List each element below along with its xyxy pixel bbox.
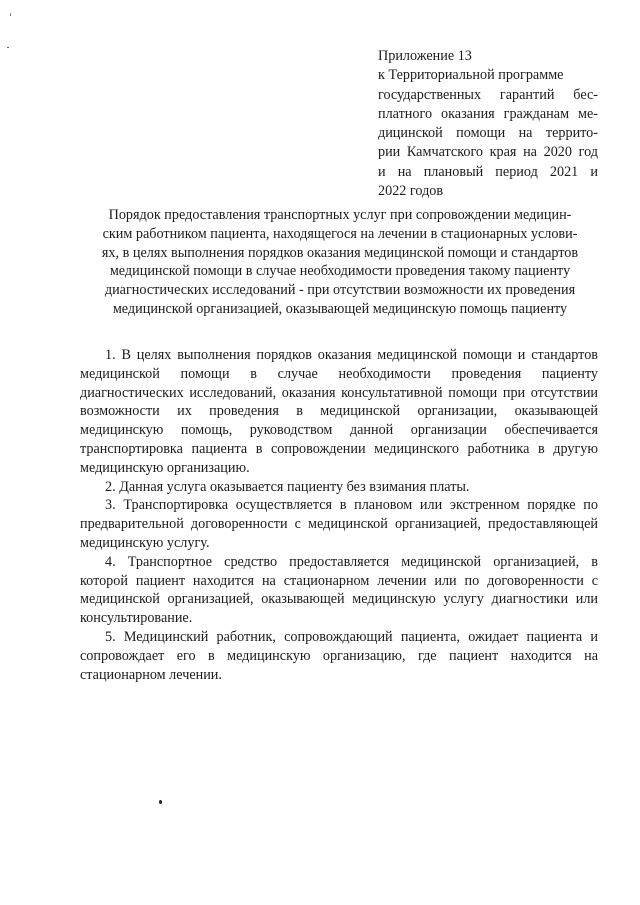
title-line: диагностических исследований - при отсутствии возможности их проведения <box>104 282 576 299</box>
document-title <box>60 206 620 319</box>
title-line: ях, в целях выполнения порядков оказания медицинской помощи и стандартов <box>101 244 579 261</box>
paragraph: 2. Данная услуга оказывается пациенту без взимания платы. <box>105 478 470 495</box>
appendix-header <box>378 47 598 201</box>
title-line: ским работником пациента, находящегося на лечении в стационарных услови- <box>102 225 578 242</box>
paragraph: 1. В целях выполнения порядков оказания медицинской помощи и стандартов медицинской помощи в случае необходимости проведения пациенту диагностических исследований, оказания консультативной помощи при отсутствии возможности их проведения в медицинской организации, оказывающей медицинскую помощь, руководством данной организации обеспечивается транспортировка пациента в сопровождении медицинского работника в другую медицинскую организацию. <box>80 347 598 476</box>
title-line: Порядок предоставления транспортных услуг при сопровождении медицин- <box>108 207 572 223</box>
scan-dot <box>159 800 162 804</box>
scan-speck <box>10 13 11 16</box>
scan-speck <box>7 47 9 48</box>
document-body <box>80 346 598 684</box>
title-line: медицинской организацией, оказывающей медицинскую помощь пациенту <box>112 300 568 317</box>
appendix-line: и на плановый период 2021 и <box>378 163 598 180</box>
title-line: медицинской помощи в случае необходимости проведения такому пациенту <box>109 263 571 280</box>
paragraph: 5. Медицинский работник, сопровождающий пациента, ожидает пациента и сопровождает его в медицинскую организацию, где пациент находится на стационарном лечении. <box>80 628 598 683</box>
appendix-line: дицинской помощи на террито- <box>378 125 598 142</box>
appendix-line: Приложение 13 <box>378 48 472 64</box>
paragraph: 3. Транспортировка осуществляется в плановом или экстренном порядке по предварительной договоренности с медицинской организацией, предоставляющей медицинскую услугу. <box>80 497 598 551</box>
appendix-line: государственных гарантий бес- <box>378 86 598 103</box>
appendix-line: платного оказания гражданам ме- <box>378 105 598 122</box>
appendix-line: рии Камчатского края на 2020 год <box>378 144 598 161</box>
appendix-line: 2022 годов <box>378 183 444 200</box>
paragraph: 4. Транспортное средство предоставляется медицинской организацией, в которой пациент находится на стационарном лечении или по договоренности с медицинской организацией, оказывающей медицинскую услугу диагностики или консультирование. <box>80 553 598 627</box>
appendix-line: к Территориальной программе <box>378 67 564 84</box>
